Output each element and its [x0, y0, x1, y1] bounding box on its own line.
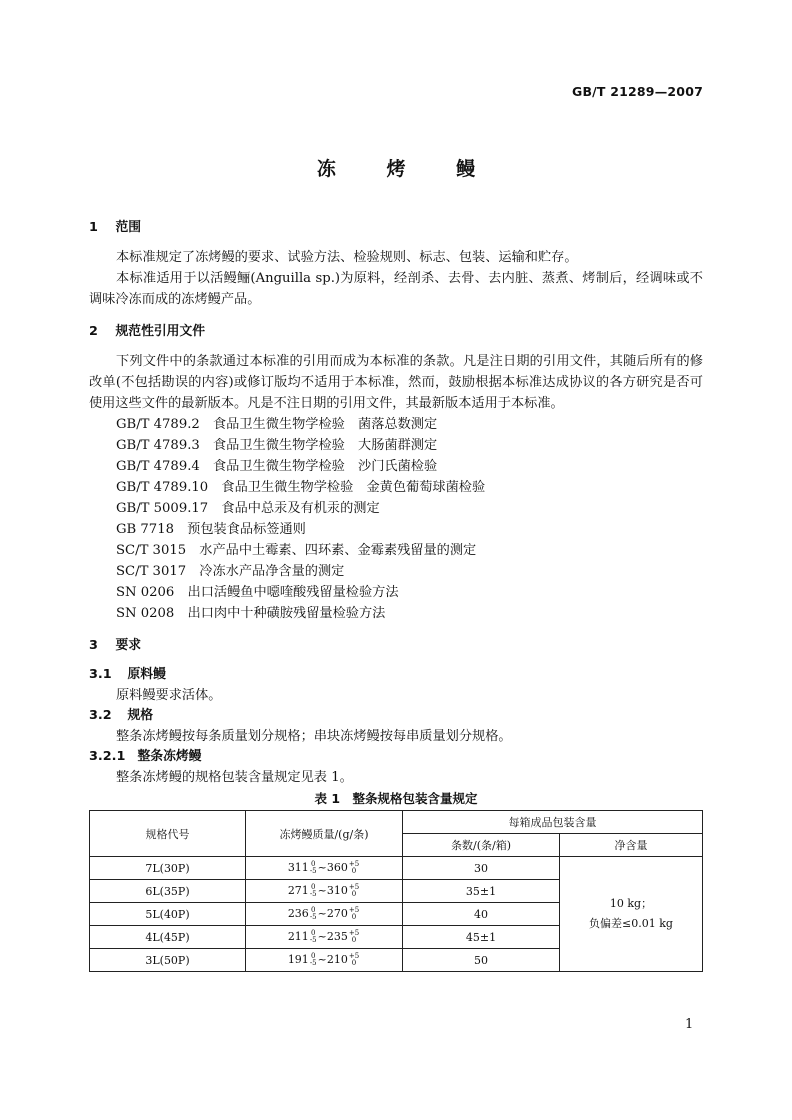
mass-high: 360 [326, 861, 348, 874]
section-title: 要求 [115, 638, 142, 653]
cell-code: 7L(30P) [90, 857, 246, 880]
cell-code: 4L(45P) [90, 926, 246, 949]
cell-mass: 271 0 -5 ~310 +5 0 [246, 880, 403, 903]
cell-code: 3L(50P) [90, 949, 246, 972]
cell-mass: 191 0 -5 ~210 +5 0 [246, 949, 403, 972]
reference-item: GB/T 4789.3 食品卫生微生物学检验 大肠菌群测定 [116, 438, 438, 453]
cell-count: 40 [403, 903, 560, 926]
cell-mass: 211 0 -5 ~235 +5 0 [246, 926, 403, 949]
section-3-1-heading [89, 665, 703, 685]
mass-high: 235 [326, 930, 348, 943]
reference-item: GB 7718 预包装食品标签通则 [116, 522, 306, 537]
table-row [90, 857, 703, 880]
cell-count: 50 [403, 949, 560, 972]
tolerance-high: +5 0 [348, 929, 360, 944]
page-number: 1 [685, 1017, 694, 1032]
mass-low: 271 [287, 884, 309, 897]
paragraph: 下列文件中的条款通过本标准的引用而成为本标准的条款。凡是注日期的引用文件，其随后所有的修改单(不包括勘误的内容)或修订版均不适用于本标准，然而，鼓励根据本标准达成协议的各方研究是否可使用这些文件的最新版本。凡是不注日期的引用文件，其最新版本适用于本标准。 [89, 354, 703, 411]
cell-net-content [560, 857, 703, 972]
reference-list [89, 414, 703, 624]
cell-count: 45±1 [403, 926, 560, 949]
tolerance-high: +5 0 [348, 952, 360, 967]
tolerance-low: 0 -5 [309, 952, 317, 967]
paragraph: 本标准适用于以活鳗鲡(Anguilla sp.)为原料，经剖杀、去骨、去内脏、蒸煮、烤制后，经调味或不调味冷冻而成的冻烤鳗产品。 [89, 271, 703, 307]
header-net: 净含量 [560, 834, 703, 857]
section-1-heading [89, 218, 703, 238]
section-number: 3.1 [89, 667, 112, 682]
mass-low: 311 [287, 861, 309, 874]
reference-item: SC/T 3015 水产品中土霉素、四环素、金霉素残留量的测定 [116, 543, 477, 558]
section-3-heading [89, 636, 703, 656]
section-title: 规范性引用文件 [115, 324, 206, 339]
tolerance-high: +5 0 [348, 906, 360, 921]
reference-item: GB/T 4789.2 食品卫生微生物学检验 菌落总数测定 [116, 417, 438, 432]
section-title: 原料鳗 [127, 667, 166, 682]
mass-high: 270 [326, 907, 348, 920]
section-title: 范围 [115, 220, 142, 235]
section-number: 2 [89, 324, 98, 339]
mass-high: 210 [326, 953, 348, 966]
tolerance-low: 0 -5 [309, 860, 317, 875]
reference-item: GB/T 4789.10 食品卫生微生物学检验 金黄色葡萄球菌检验 [116, 480, 486, 495]
section-title: 整条冻烤鳗 [137, 749, 202, 764]
cell-mass: 236 0 -5 ~270 +5 0 [246, 903, 403, 926]
header-code: 规格代号 [90, 811, 246, 857]
section-number: 1 [89, 220, 98, 235]
net-line-1: 10 kg； [609, 897, 653, 910]
paragraph: 原料鳗要求活体。 [116, 688, 222, 703]
paragraph: 本标准规定了冻烤鳗的要求、试验方法、检验规则、标志、包装、运输和贮存。 [116, 250, 578, 265]
tolerance-low: 0 -5 [309, 883, 317, 898]
document-title: 冻 烤 鳗 [316, 158, 498, 180]
tolerance-low: 0 -5 [309, 929, 317, 944]
paragraph: 整条冻烤鳗的规格包装含量规定见表 1。 [116, 770, 353, 785]
section-3-2-heading [89, 706, 703, 726]
paragraph: 整条冻烤鳗按每条质量划分规格；串块冻烤鳗按每串质量划分规格。 [116, 729, 512, 744]
section-number: 3.2.1 [89, 749, 126, 764]
mass-low: 191 [287, 953, 309, 966]
reference-item: SC/T 3017 冷冻水产品净含量的测定 [116, 564, 345, 579]
table-caption: 表 1 整条规格包装含量规定 [314, 791, 478, 806]
mass-high: 310 [326, 884, 348, 897]
header-group: 每箱成品包装含量 [403, 811, 703, 834]
cell-count: 30 [403, 857, 560, 880]
reference-item: SN 0206 出口活鳗鱼中噁喹酸残留量检验方法 [116, 585, 399, 600]
section-2-heading [89, 322, 703, 342]
reference-item: GB/T 5009.17 食品中总汞及有机汞的测定 [116, 501, 380, 516]
section-3-2-1-heading [89, 747, 703, 767]
mass-low: 236 [287, 907, 309, 920]
reference-item: SN 0208 出口肉中十种磺胺残留量检验方法 [116, 606, 386, 621]
mass-low: 211 [287, 930, 309, 943]
cell-code: 6L(35P) [90, 880, 246, 903]
section-title: 规格 [127, 708, 154, 723]
section-number: 3 [89, 638, 98, 653]
tolerance-high: +5 0 [348, 883, 360, 898]
tolerance-high: +5 0 [348, 860, 360, 875]
document-body [89, 218, 703, 972]
spec-table [89, 810, 703, 972]
cell-code: 5L(40P) [90, 903, 246, 926]
net-line-2: 负偏差≤0.01 kg [589, 917, 673, 930]
section-number: 3.2 [89, 708, 112, 723]
header-mass: 冻烤鳗质量/(g/条) [246, 811, 403, 857]
header-count: 条数/(条/箱) [403, 834, 560, 857]
tolerance-low: 0 -5 [309, 906, 317, 921]
reference-item: GB/T 4789.4 食品卫生微生物学检验 沙门氏菌检验 [116, 459, 438, 474]
cell-count: 35±1 [403, 880, 560, 903]
cell-mass: 311 0 -5 ~360 +5 0 [246, 857, 403, 880]
standard-code: GB/T 21289—2007 [571, 84, 703, 99]
